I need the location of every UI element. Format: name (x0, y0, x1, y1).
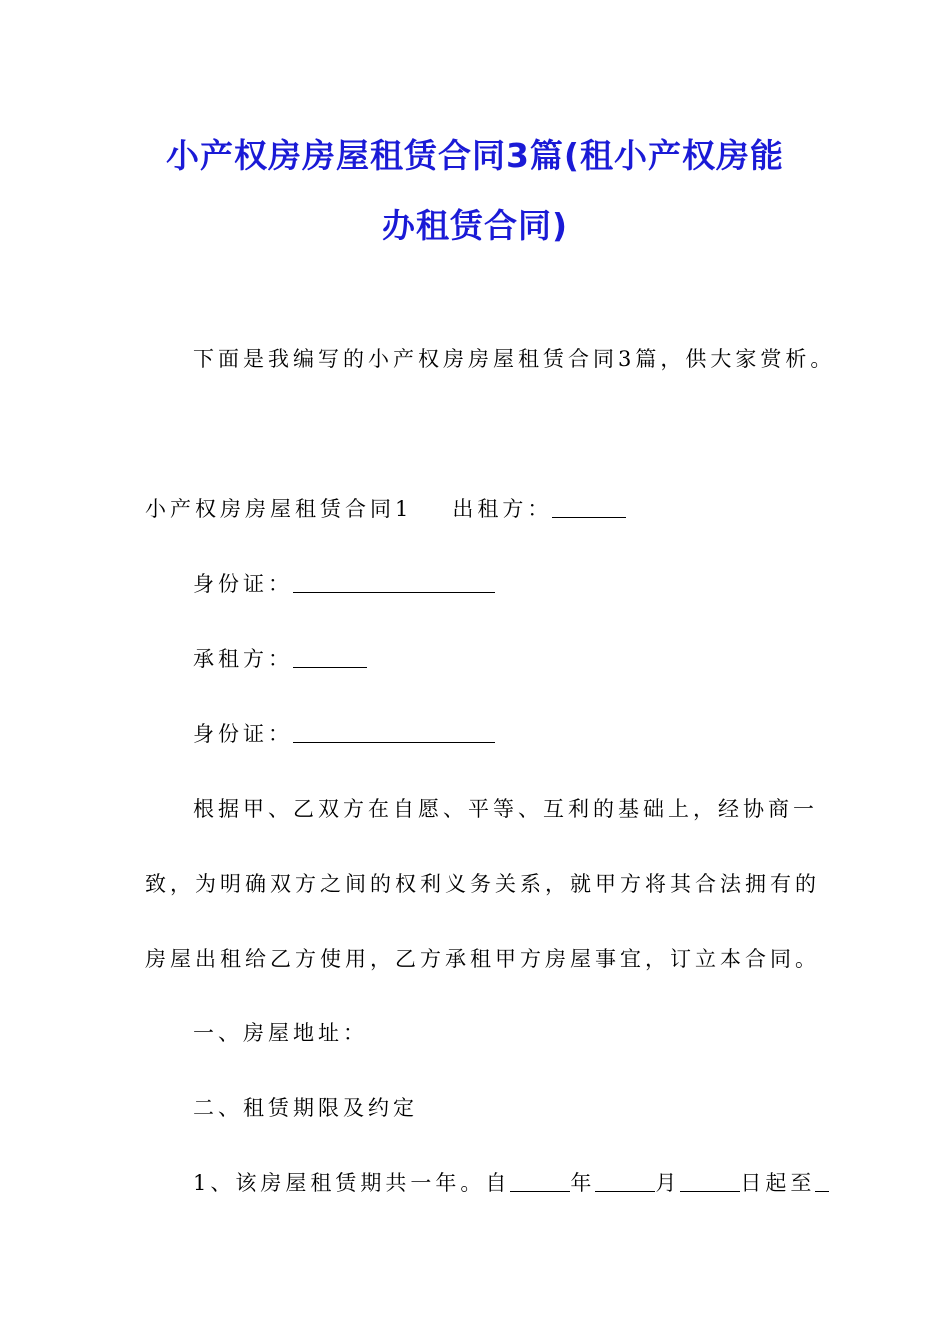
year-label: 年 (570, 1171, 596, 1195)
month-label: 月 (655, 1171, 681, 1195)
lessor-label: 出租方： (452, 497, 553, 521)
contract-heading: 小产权房房屋租赁合同1 (145, 497, 413, 521)
lessor-id-blank (293, 570, 495, 593)
document-title-line-2: 办租赁合同) (381, 206, 569, 245)
intro-paragraph: 下面是我编写的小产权房房屋租赁合同3篇，供大家赏析。 (193, 347, 836, 371)
day-to-label: 日起至 (740, 1171, 816, 1195)
lessee-row (193, 644, 367, 674)
lessor-id-label: 身份证： (193, 572, 293, 596)
lessee-id-row (193, 719, 495, 749)
lessee-id-blank (293, 720, 495, 743)
section-heading-term: 二、租赁期限及约定 (193, 1096, 418, 1120)
start-day-blank (680, 1169, 740, 1192)
lessor-id-row (193, 569, 495, 599)
term-item-1-prefix: 1、该房屋租赁期共一年。自 (193, 1171, 511, 1195)
end-date-blank (815, 1169, 829, 1192)
lessee-label: 承租方： (193, 647, 293, 671)
start-year-blank (510, 1169, 570, 1192)
lessor-blank (552, 495, 626, 518)
contract-heading-row (145, 494, 626, 524)
term-item-1 (193, 1168, 829, 1198)
lessee-blank (293, 645, 367, 668)
body-paragraph-line-2: 致，为明确双方之间的权利义务关系，就甲方将其合法拥有的 (145, 872, 820, 896)
body-paragraph-line-1: 根据甲、乙双方在自愿、平等、互利的基础上，经协商一 (193, 797, 818, 821)
lessee-id-label: 身份证： (193, 722, 293, 746)
section-heading-address: 一、房屋地址： (193, 1021, 368, 1045)
document-title-line-1: 小产权房房屋租赁合同3篇(租小产权房能 (165, 136, 785, 175)
body-paragraph-line-3: 房屋出租给乙方使用，乙方承租甲方房屋事宜，订立本合同。 (145, 947, 820, 971)
start-month-blank (595, 1169, 655, 1192)
